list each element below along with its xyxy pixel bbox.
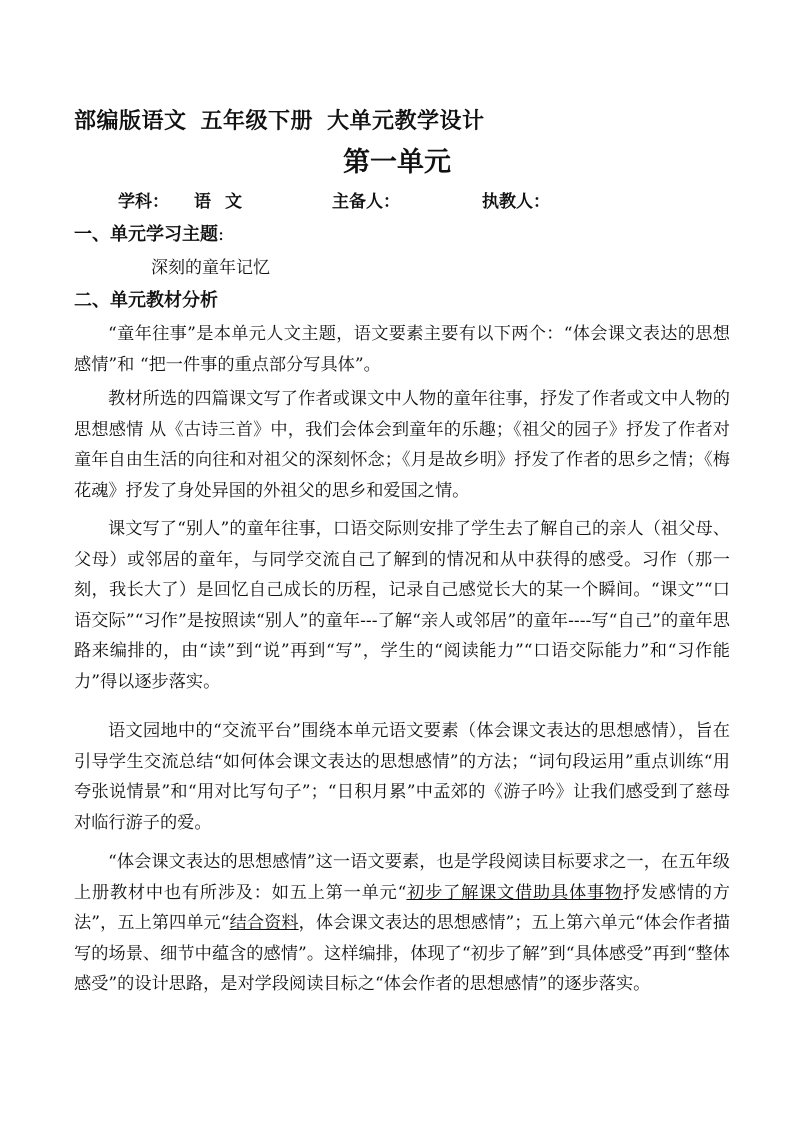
header-grade: 五年级下册 xyxy=(200,109,314,134)
paragraph-5-part-b: 抒发感情的方法”，五上第四单元“ xyxy=(74,882,730,933)
paragraph-2 xyxy=(74,384,730,506)
paragraph-3 xyxy=(74,514,730,697)
paragraph-2-text: 教材所选的四篇课文写了作者或课文中人物的童年往事，抒发了作者或文中人物的思想感情 从《古诗三首》中，我们会体会到童年的乐趣；《祖父的园子》抒发了作者对童年自由生活的向往和对祖父的深刻怀念；《月是故乡明》抒发了作者的思乡之情；《梅花魂》抒发了身处异国的外祖父的思乡和爱国之情。 xyxy=(74,389,730,501)
document-header xyxy=(74,104,499,135)
section-heading-analysis: 二、单元教材分析 xyxy=(74,290,218,311)
paragraph-5-underline-1: 初步了解课文借助具体事物 xyxy=(406,882,623,903)
section-heading-theme-text: 一、单元学习主题 xyxy=(74,224,218,245)
unit-title: 第一单元 xyxy=(343,147,451,178)
header-subject-book: 部编版语文 xyxy=(74,109,187,134)
paragraph-1 xyxy=(74,319,730,380)
paragraph-5-part-c: ，体会课文表达的思想感情”；五上第六单元“体会作者描写的场景、细节中蕴含的感情”。这样编排，体现了“初步了解”到“具体感受”再到“整体感受”的设计思路，是对学段阅读目标之“体会作者的思想感情”的逐步落实。 xyxy=(74,913,730,994)
paragraph-4 xyxy=(74,716,730,838)
paragraph-5 xyxy=(74,847,730,1000)
paragraph-3-text: 课文写了“别人”的童年往事，口语交际则安排了学生去了解自己的亲人（祖父母、父母）或邻居的童年，与同学交流自己了解到的情况和从中获得的感受。习作（那一刻，我长大了）是回忆自己成长的历程，记录自己感觉长大的某一个瞬间。“课文”“口语交际”“习作”是按照读“别人”的童年---了解“亲人或邻居”的童年----写“自己”的童年思路来编排的，由“读”到“说”再到“写”，学生的“阅读能力”“口语交际能力”和“习作能力”得以逐步落实。 xyxy=(74,519,730,692)
subject-label: 学科： xyxy=(118,192,169,212)
subject-value: 语文 xyxy=(194,192,256,212)
paragraph-4-text: 语文园地中的“交流平台”围绕本单元语文要素（体会课文表达的思想感情），旨在引导学生交流总结“如何体会课文表达的思想感情”的方法；“词句段运用”重点训练“用夸张说情景”和“用对比写句子”；“日积月累”中孟郊的《游子吟》让我们感受到了慈母对临行游子的爱。 xyxy=(74,721,730,833)
teacher-label: 执教人： xyxy=(482,192,550,212)
section-heading-theme-tail: : xyxy=(218,224,225,245)
paragraph-1-text: “童年往事”是本单元人文主题，语文要素主要有以下两个：“体会课文表达的思想感情”和 “把一件事的重点部分写具体”。 xyxy=(74,324,730,375)
preparer-label: 主备人： xyxy=(332,192,400,212)
section-heading-theme xyxy=(74,220,224,246)
unit-theme: 深刻的童年记忆 xyxy=(151,258,270,278)
meta-row xyxy=(118,187,678,211)
header-design: 大单元教学设计 xyxy=(327,109,485,134)
paragraph-5-underline-2: 结合资料 xyxy=(229,913,299,933)
paragraph-5-part-a: “体会课文表达的思想感情”这一语文要素，也是学段阅读目标要求之一，在五年级上册教材中也有所涉及：如五上第一单元“ xyxy=(74,852,730,903)
paragraph-5-text xyxy=(74,847,730,1000)
